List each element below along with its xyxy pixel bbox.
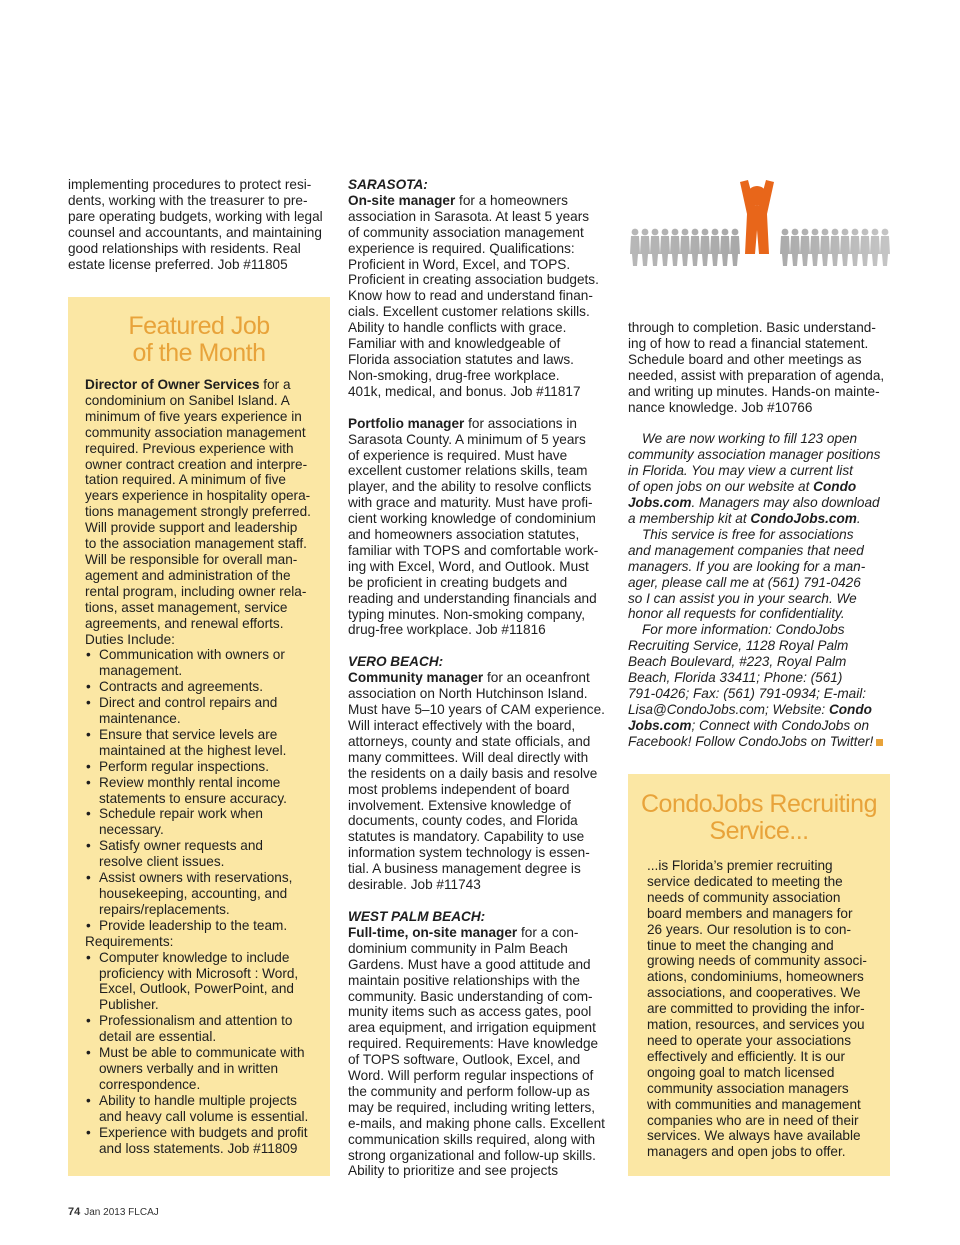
recruiting-title (628, 791, 890, 845)
text-line: Duties Include: (85, 631, 175, 647)
list-item: • Ensure that service levels are maintained at the highest level. (85, 727, 320, 759)
website-link[interactable]: Jobs.com (628, 717, 692, 733)
text-line: minimum of five years experience in (85, 408, 302, 424)
featured-job-body (85, 377, 320, 1156)
website-link[interactable]: Jobs.com (628, 495, 692, 511)
list-item: • Review monthly rental income statements to ensure accuracy. (85, 775, 320, 807)
list-item: • Perform regular inspections. (85, 759, 320, 775)
list-item: • Computer knowledge to include proficiency with Microsoft : Word, Excel, Outlook, PowerPoint, and Publisher. (85, 950, 320, 1014)
text-line: counsel and accountants, and maintaining (68, 224, 322, 240)
list-item: • Communication with owners or management. (85, 647, 320, 679)
region-heading-vero-beach: VERO BEACH: (348, 654, 444, 670)
website-link[interactable]: Condo (813, 479, 857, 495)
list-item: • Schedule repair work when necessary. (85, 806, 320, 838)
text-line: owner contract creation and interpre- (85, 456, 308, 472)
page-number: 74 (68, 1206, 81, 1218)
text-span: for a (259, 377, 291, 392)
text-line: good relationships with residents. Real (68, 240, 301, 256)
text-line: pare operating budgets, working with legal (68, 208, 323, 224)
text-line: tions, asset management, service (85, 599, 288, 615)
text-line: condominium on Sanibel Island. A (85, 392, 290, 408)
job-listing-text: association in Sarasota. At least 5 years of community association management experience is required. Qualifications: Proficient in Word, Excel, and TOPS. Proficient in creating association budgets. Know how to read and understand finan- cials. Excellent customer relations skills. Ability to handle conflicts with grace. Familiar with and knowledgeable of Florida association statutes and laws. Non-smoking, drug-free workplace. 401k, medical, and bonus. Job #11817 (348, 208, 599, 399)
region-heading-west-palm-beach: WEST PALM BEACH: (348, 908, 486, 924)
job-title: Director of Owner Services (85, 377, 260, 392)
text-line: Community manager for an oceanfront (348, 670, 590, 686)
column-3 (628, 320, 892, 750)
text-line: Portfolio manager for associations in (348, 415, 577, 431)
recruiting-service-box (628, 774, 890, 1176)
text-line: required. Previous experience with (85, 440, 294, 456)
text-line: rental program, including owner rela- (85, 583, 307, 599)
column-1 (68, 177, 332, 272)
text-line: tation required. A minimum of five (85, 472, 286, 488)
text-line (85, 377, 320, 393)
requirements-list (85, 950, 320, 1157)
crowd-illustration (628, 176, 890, 308)
text-line: agement and administration of the (85, 567, 291, 583)
featured-description (85, 393, 320, 648)
intro-text (68, 177, 332, 272)
list-item: • Experience with budgets and profit and loss statements. Job #11809 (85, 1125, 320, 1157)
requirements-label: Requirements: (85, 933, 174, 949)
job-title: Full-time, on-site manager (348, 924, 518, 940)
text-line: Will be responsible for overall man- (85, 551, 298, 567)
job-title: Community manager (348, 670, 484, 686)
featured-job-title (68, 313, 330, 367)
featured-job-box (68, 297, 330, 1176)
list-item: • Ability to handle multiple projects and heavy call volume is essential. (85, 1093, 320, 1125)
standout-figure-icon (628, 176, 890, 308)
list-item: • Direct and control repairs and maintenance. (85, 695, 320, 727)
list-item: • Provide leadership to the team. (85, 918, 320, 934)
region-heading-sarasota: SARASOTA: (348, 177, 428, 192)
title-line: Featured Job (128, 312, 270, 340)
job-title: Portfolio manager (348, 415, 465, 431)
text-line: Full-time, on-site manager for a con- (348, 924, 579, 940)
title-line: CondoJobs Recruiting (641, 790, 877, 818)
job-listing-text: Sarasota County. A minimum of 5 years of experience is required. Must have excellent customer relations skills, team player, and the ability to resolve conflicts with grace and maturity. Must have profi- cient working knowledge of condominium and homeowners association statutes, familiar with TOPS and comfortable work- ing with Excel, Word, and Outlook. Must be proficient in creating budgets and reading and understanding financials and typing minutes. Non-smoking company, drug-free workplace. Job #11816 (348, 431, 599, 638)
text-line: community association management (85, 424, 306, 440)
list-item: • Assist owners with reservations, housekeeping, accounting, and repairs/replacements. (85, 870, 320, 918)
text-line: Will provide support and leadership (85, 520, 298, 536)
column-2 (348, 177, 614, 1179)
list-item: • Professionalism and attention to detail are essential. (85, 1013, 320, 1045)
job-listing-text: dominium community in Palm Beach Gardens. Must have a good attitude and maintain positive relationships with the community. Basic understanding of com- munity items such as access gates, pool area equipment, and irrigation equipment required. Requirements: Have knowledge of TOPS software, Outlook, Excel, and Word. Will perform regular inspections of the community and perform follow-up as may be required, including writing letters, e-mails, and making phone calls. Excellent communication skills required, along with strong organizational and follow-up skills. Ability to prioritize and see projects (348, 940, 605, 1179)
text-line: agreements, and renewal efforts. (85, 615, 284, 631)
text-line: to the association management staff. (85, 536, 307, 552)
recruiting-body: ...is Florida’s premier recruiting service dedicated to meeting the needs of community association board members and managers for 26 years. Our resolution is to con- tinue to meet the changing and growing needs of community associ- ations, condominiums, homeowners associations, and cooperatives. We are committed to providing the infor- mation, resources, and services you need to operate your associations effectively and efficiently. It is our ongoing goal to match licensed community association managers with communities and management companies who are in need of their services. We always have available managers and open jobs to offer. (647, 858, 867, 1160)
continued-text: through to completion. Basic understand- ing of how to read a financial statement. Schedule board and other meetings as needed, assist with preparation of agenda, and writing up minutes. Hands-on mainte- nance knowledge. Job #10766 (628, 320, 885, 415)
title-line: Service... (709, 817, 809, 845)
title-line: of the Month (132, 339, 266, 367)
recruiter-note: We are now working to fill 123 open community association manager positions in Florida. You may view a current list of open jobs on our website at Condo Jobs.com. Managers may also download a membership kit at CondoJobs.com. This service is free for associations and management companies that need managers. If you are looking for a man- ager, please call me at (561) 791-0426 so I can assist you in your search. We honor all requests for confidentiality. For more information: CondoJobs Recruiting Service, 1128 Royal Palm Beach Boulevard, #223, Royal Palm Beach, Florida 33411; Phone: (561) 791-0426; Fax: (561) 791-0934; E-mail: Lisa@CondoJobs.com; Website: Condo Jobs.com; Connect with CondoJobs on Facebook! Follow CondoJobs on Twitter! (628, 431, 892, 749)
text-line: tions management strongly preferred. (85, 504, 311, 520)
text-line: estate license preferred. Job #11805 (68, 256, 288, 272)
job-title: On-site manager (348, 192, 456, 208)
issue-label: Jan 2013 FLCAJ (84, 1207, 159, 1218)
website-link[interactable]: Condo (828, 701, 872, 717)
page-footer (68, 1206, 159, 1218)
text-line: years experience in hospitality opera- (85, 488, 311, 504)
text-line: On-site manager for a homeowners (348, 192, 568, 208)
list-item: • Must be able to communicate with owners verbally and in written correspondence. (85, 1045, 320, 1093)
text-line: implementing procedures to protect resi- (68, 177, 312, 192)
text-line: dents, working with the treasurer to pre- (68, 192, 308, 208)
end-mark-icon (876, 739, 883, 746)
list-item: • Contracts and agreements. (85, 679, 320, 695)
website-link[interactable]: CondoJobs.com (750, 510, 857, 526)
list-item: • Satisfy owner requests and resolve client issues. (85, 838, 320, 870)
duties-list (85, 647, 320, 933)
job-listing-text: association on North Hutchinson Island. Must have 5–10 years of CAM experience. Will interact effectively with the board, attorneys, county and state officials, and many committees. Will deal directly with the residents on a daily basis and resolve most problems independent of board involvement. Extensive knowledge of documents, county codes, and Florida statutes is mandatory. Capability to use information system technology is essen- tial. A business management degree is desirable. Job #11743 (348, 686, 605, 893)
